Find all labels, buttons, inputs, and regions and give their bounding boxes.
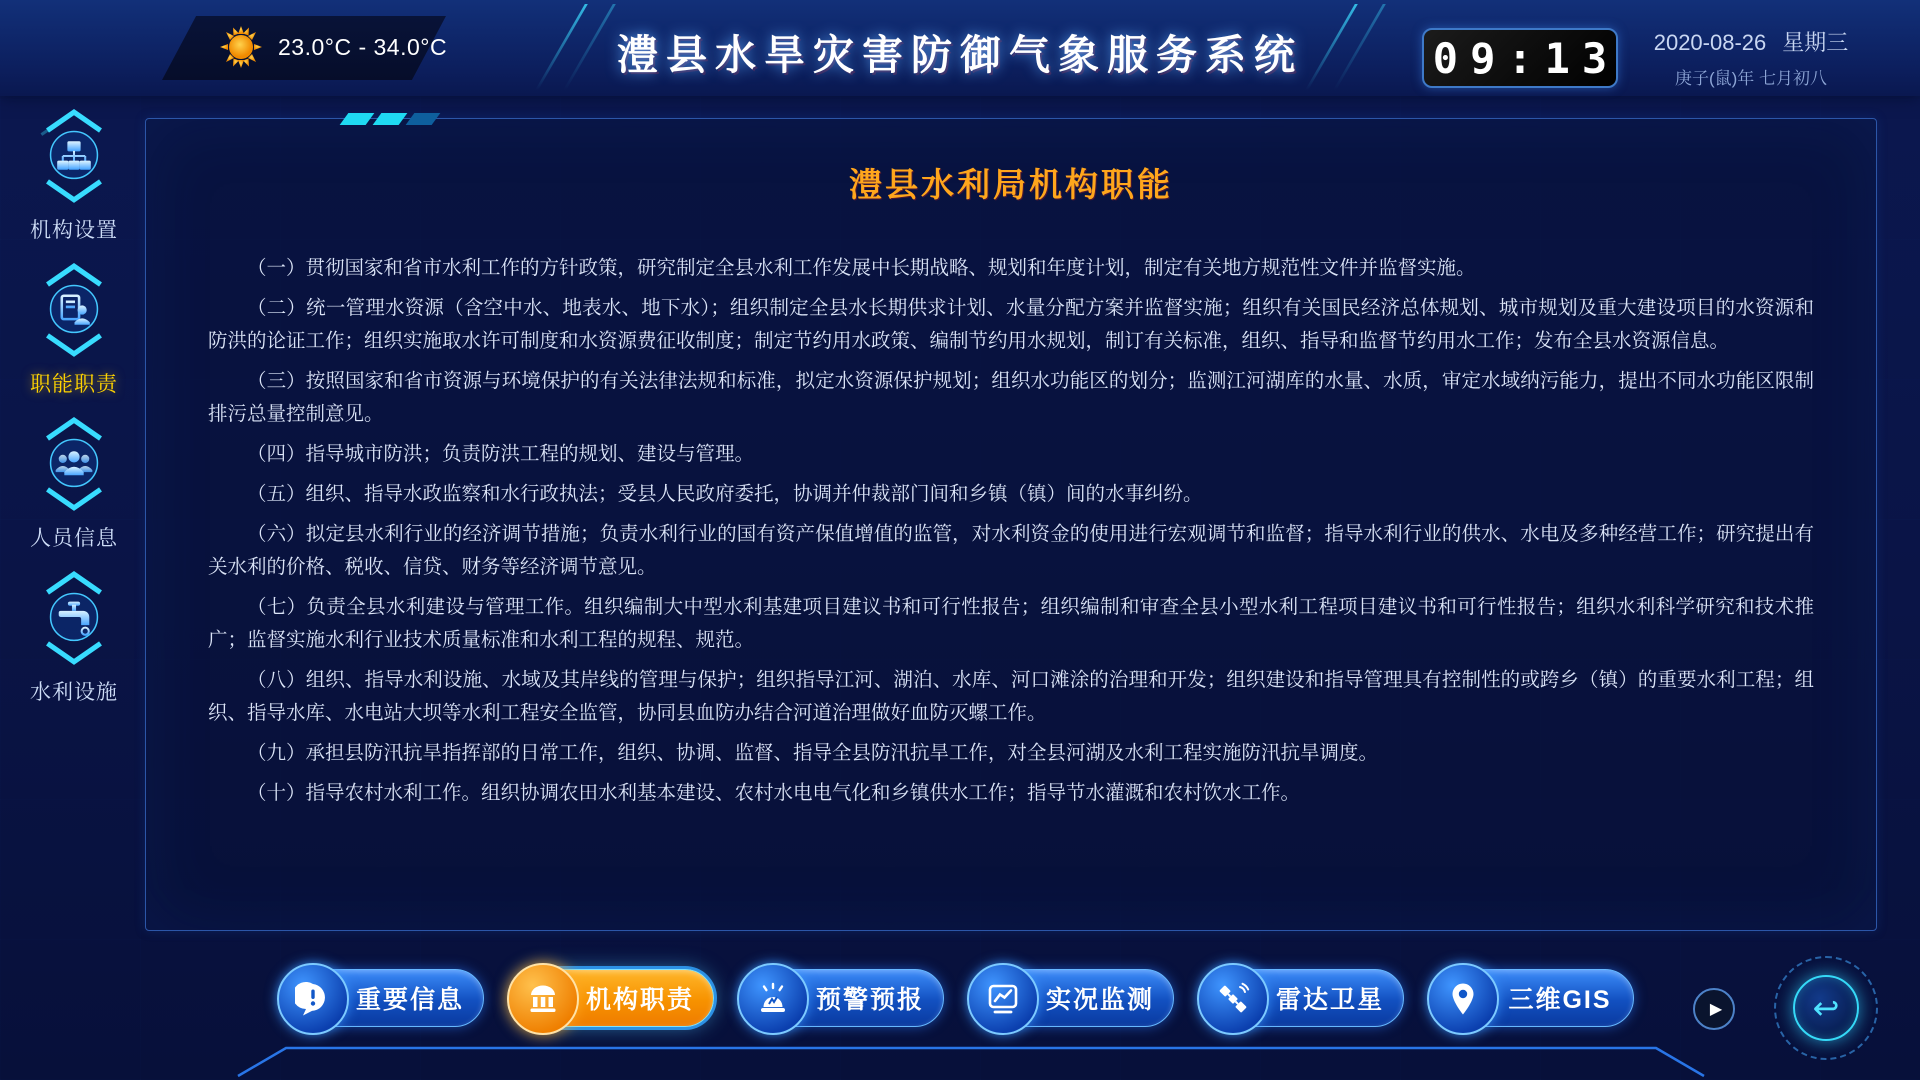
sidebar-item-org-setup[interactable] — [18, 104, 130, 244]
duty-document-icon — [30, 258, 118, 364]
nav-button-institution-duties[interactable] — [514, 969, 714, 1027]
org-chart-icon — [30, 104, 118, 210]
header-streak — [1333, 4, 1386, 90]
header-streak — [563, 4, 616, 90]
play-button[interactable] — [1693, 988, 1735, 1030]
nav-button-label: 雷达卫星 — [1275, 986, 1384, 1014]
sun-icon — [218, 24, 264, 70]
nav-button-important-info[interactable] — [284, 969, 484, 1027]
sidebar-item-label: 水利设施 — [30, 681, 118, 704]
back-button[interactable] — [1774, 956, 1878, 1060]
nav-button-label: 预警预报 — [815, 986, 924, 1014]
live-monitor-chart-icon — [967, 963, 1039, 1035]
paragraph-10: （十）指导农村水利工作。组织协调农田水利基本建设、农村水电电气化和乡镇供水工作；指导节水灌溉和农村饮水工作。 — [247, 782, 1301, 804]
weekday-text: 星期三 — [1782, 30, 1849, 55]
radar-satellite-icon — [1197, 963, 1269, 1035]
important-info-bubble-icon — [277, 963, 349, 1035]
paragraph-4: （四）指导城市防洪；负责防洪工程的规划、建设与管理。 — [247, 443, 755, 465]
lunar-date-text: 庚子(鼠)年 七月初八 — [1674, 69, 1828, 88]
header-streak — [535, 4, 588, 90]
paragraph-1: （一）贯彻国家和省市水利工作的方针政策，研究制定全县水利工作发展中长期战略、规划和年度计划，制定有关地方规范性文件并监督实施。 — [247, 257, 1476, 279]
paragraph-5: （五）组织、指导水政监察和水行政执法；受县人民政府委托，协调并仲裁部门间和乡镇（镇）间的水事纠纷。 — [247, 483, 1203, 505]
sidebar-item-label: 职能职责 — [30, 373, 118, 396]
nav-button-live-monitoring[interactable] — [974, 969, 1174, 1027]
header-streak — [1305, 4, 1358, 90]
panel-corner-decoration — [344, 113, 436, 125]
paragraph-9: （九）承担县防汛抗旱指挥部的日常工作，组织、协调、监督、指导全县防汛抗旱工作，对全县河湖及水利工程实施防汛抗旱调度。 — [247, 742, 1379, 764]
play-icon: ▶ — [1709, 1001, 1723, 1018]
return-icon: ↩ — [1793, 975, 1859, 1041]
header-bar — [0, 0, 1920, 96]
nav-button-label: 三维GIS — [1508, 986, 1612, 1014]
institution-building-icon — [507, 963, 579, 1035]
temperature-range: 23.0°C - 34.0°C — [278, 33, 448, 60]
paragraph-6: （六）拟定县水利行业的经济调节措施；负责水利行业的国有资产保值增值的监管，对水利资金的使用进行宏观调节和监督；指导水利行业的供水、水电及多种经营工作；研究提出有关水利的价格、税收、信贷、财务等经济调节意见。 — [208, 523, 1814, 578]
content-body — [208, 252, 1814, 810]
sidebar-item-label: 机构设置 — [30, 219, 118, 242]
paragraph-2: （二）统一管理水资源（含空中水、地表水、地下水）；组织制定全县水长期供求计划、水量分配方案并监督实施；组织有关国民经济总体规划、城市规划及重大建设项目的水资源和防洪的论证工作；组织实施取水许可制度和水资源费征收制度；制定节约用水政策、编制节约用水规划，制订有关标准，组织、指导和监督节约用水工作；发布全县水资源信息。 — [208, 297, 1814, 352]
content-title: 澧县水利局机构职能 — [849, 166, 1173, 203]
paragraph-8: （八）组织、指导水利设施、水域及其岸线的管理与保护；组织指导江河、湖泊、水库、河口滩涂的治理和开发；组织建设和指导管理具有控制性的或跨乡（镇）的重要水利工程；组织、指导水库、水电站大坝等水利工程安全监管，协同县血防办结合河道治理做好血防灭螺工作。 — [208, 669, 1814, 724]
bottom-accent-line — [0, 1038, 1920, 1080]
sidebar-item-facilities[interactable] — [18, 566, 130, 706]
sidebar-item-duties[interactable] — [18, 258, 130, 398]
date-widget — [1636, 26, 1866, 89]
system-title: 澧县水旱灾害防御气象服务系统 — [617, 32, 1303, 78]
content-panel — [145, 118, 1877, 931]
bottom-nav — [284, 969, 1634, 1027]
map-pin-icon — [1427, 963, 1499, 1035]
date-text: 2020-08-26 — [1653, 30, 1767, 55]
paragraph-3: （三）按照国家和省市资源与环境保护的有关法律法规和标准，拟定水资源保护规划；组织水功能区的划分；监测江河湖库的水量、水质，审定水域纳污能力，提出不同水功能区限制排污总量控制意见。 — [208, 370, 1814, 425]
nav-button-label: 重要信息 — [355, 986, 464, 1014]
sidebar-nav — [18, 104, 130, 720]
nav-button-label: 实况监测 — [1045, 986, 1154, 1014]
sidebar-item-personnel[interactable] — [18, 412, 130, 552]
paragraph-7: （七）负责全县水利建设与管理工作。组织编制大中型水利基建项目建议书和可行性报告；组织编制和审查全县小型水利工程项目建议书和可行性报告；组织水利科学研究和技术推广；监督实施水利行业技术质量标准和水利工程的规程、规范。 — [208, 596, 1814, 651]
faucet-icon — [30, 566, 118, 672]
nav-button-radar-satellite[interactable] — [1204, 969, 1404, 1027]
nav-button-3d-gis[interactable] — [1434, 969, 1634, 1027]
weather-widget — [218, 24, 447, 70]
sidebar-item-label: 人员信息 — [30, 527, 118, 550]
nav-button-warning-forecast[interactable] — [744, 969, 944, 1027]
nav-button-label: 机构职责 — [585, 986, 694, 1014]
people-icon — [30, 412, 118, 518]
clock-display: 09:13 — [1422, 28, 1618, 88]
alarm-siren-icon — [737, 963, 809, 1035]
